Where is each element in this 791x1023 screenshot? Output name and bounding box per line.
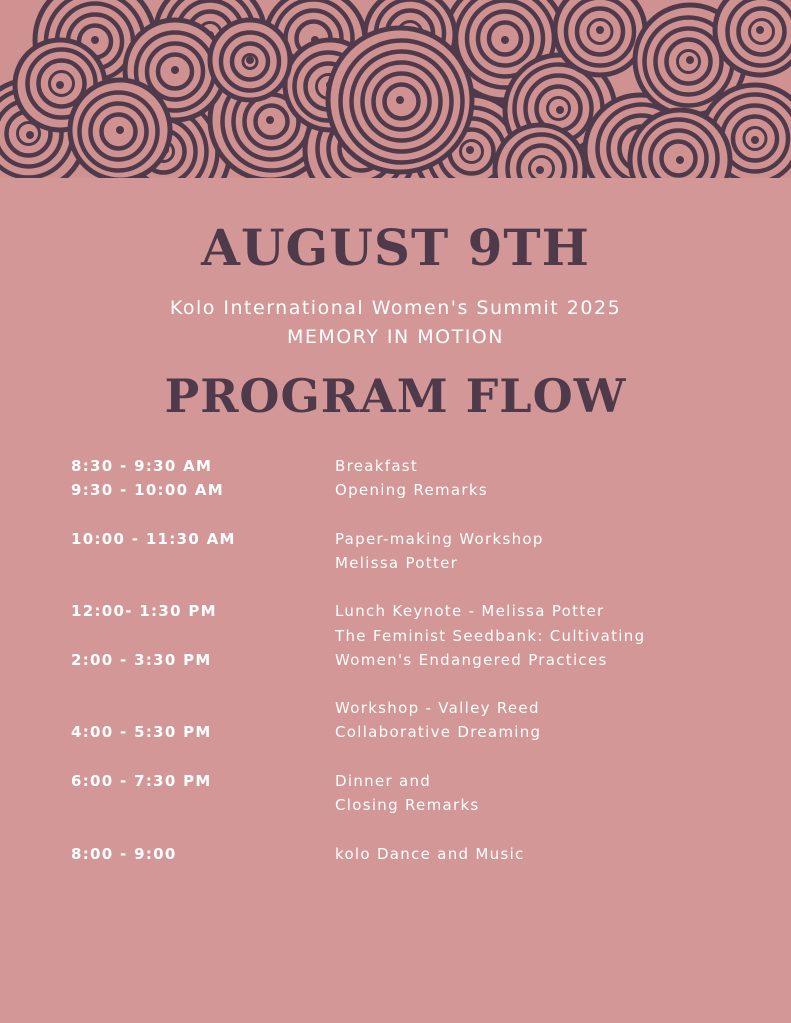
schedule-row	[0, 769, 791, 793]
event-item: Collaborative Dreaming	[335, 723, 542, 741]
event-item: Opening Remarks	[335, 481, 488, 499]
event-item: Women's Endangered Practices	[335, 651, 608, 669]
event-item: Lunch Keynote - Melissa Potter	[335, 602, 605, 620]
schedule-row	[0, 648, 791, 672]
program-flow-heading: PROGRAM FLOW	[164, 369, 627, 423]
time-slot: 10:00 - 11:30 AM	[71, 530, 236, 548]
time-slot: 8:30 - 9:30 AM	[71, 457, 213, 475]
event-theme: MEMORY IN MOTION	[287, 326, 504, 348]
event-item: Breakfast	[335, 457, 419, 475]
swirl-pattern-graphic	[0, 0, 791, 178]
swirl-pattern-banner	[0, 0, 791, 178]
event-item: The Feminist Seedbank: Cultivating	[335, 627, 646, 645]
time-slot: 4:00 - 5:30 PM	[71, 723, 212, 741]
time-slot: 12:00- 1:30 PM	[71, 602, 217, 620]
swirl-shape	[328, 28, 472, 172]
schedule-row	[0, 793, 791, 817]
event-item: Dinner and	[335, 772, 432, 790]
date-heading: AUGUST 9TH	[201, 218, 590, 277]
schedule-row	[0, 720, 791, 744]
event-item: Closing Remarks	[335, 796, 480, 814]
schedule-row	[0, 527, 791, 551]
swirl-shape	[70, 80, 170, 178]
time-slot: 8:00 - 9:00	[71, 845, 177, 863]
swirl-shape	[210, 20, 290, 100]
schedule-row	[0, 551, 791, 575]
time-slot: 2:00 - 3:30 PM	[71, 651, 212, 669]
event-name: Kolo International Women's Summit 2025	[169, 297, 622, 319]
time-slot: 6:00 - 7:30 PM	[71, 772, 212, 790]
schedule-row	[0, 842, 791, 866]
schedule-row	[0, 478, 791, 502]
event-item: kolo Dance and Music	[335, 845, 525, 863]
schedule-row	[0, 454, 791, 478]
event-item: Melissa Potter	[335, 554, 459, 572]
event-item: Paper-making Workshop	[335, 530, 544, 548]
schedule-row	[0, 696, 791, 720]
schedule-row	[0, 599, 791, 623]
event-item: Workshop - Valley Reed	[335, 699, 540, 717]
schedule-row	[0, 624, 791, 648]
time-slot: 9:30 - 10:00 AM	[71, 481, 224, 499]
swirl-shape	[555, 0, 645, 75]
